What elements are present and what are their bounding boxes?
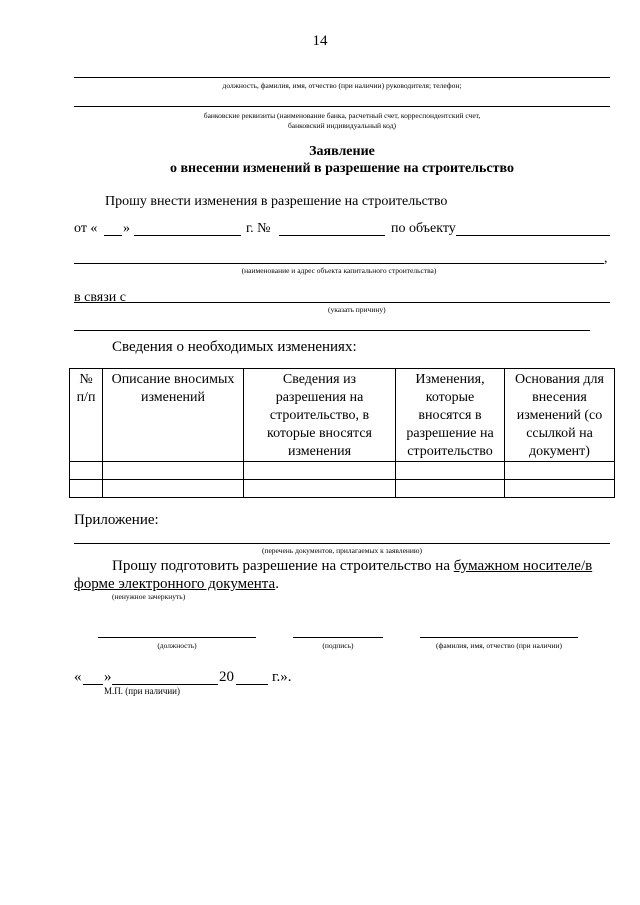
table-cell[interactable]: [244, 480, 396, 498]
table-cell[interactable]: [70, 462, 103, 480]
document-title: Заявление: [309, 144, 375, 159]
table-header-row: [70, 369, 615, 462]
table-header-grounds: Основания для внесения изменений (со ссылкой на документ): [505, 369, 615, 462]
table-cell[interactable]: [244, 462, 396, 480]
table-header-number: № п/п: [70, 369, 103, 462]
sign-date-day-line[interactable]: [83, 684, 103, 685]
signature-caption: (подпись): [322, 641, 354, 650]
position-sign-line[interactable]: [98, 637, 256, 638]
date-open-quote: «: [74, 669, 82, 685]
reason-label: в связи с: [74, 290, 126, 305]
table-cell[interactable]: [396, 480, 505, 498]
attachment-label: Приложение:: [74, 512, 159, 528]
signature-line[interactable]: [293, 637, 383, 638]
table-header-permit-info: Сведения из разрешения на строительство, в которые вносятся изменения: [244, 369, 396, 462]
object-trailing-comma: ,: [604, 251, 608, 266]
prepare-text-prefix: Прошу подготовить разрешение на строительство на: [112, 558, 454, 574]
reason-line-2[interactable]: [74, 330, 590, 331]
page-number: 14: [312, 33, 328, 49]
date-close-quote: »: [104, 669, 112, 685]
bank-details-caption-2: банковский индивидуальный код): [287, 121, 397, 130]
prepare-text-line-2: [74, 575, 279, 593]
strike-caption: (ненужное зачеркнуть): [112, 592, 186, 601]
prepare-option-paper[interactable]: бумажном носителе/в: [453, 558, 593, 574]
object-caption: (наименование и адрес объекта капитального строительства): [241, 266, 437, 275]
date-month-line[interactable]: [134, 235, 241, 236]
from-label: от «: [74, 221, 98, 236]
position-caption: (должность): [157, 641, 197, 650]
sign-date-year-line[interactable]: [236, 684, 268, 685]
table-cell[interactable]: [505, 480, 615, 498]
table-header-description: Описание вносимых изменений: [103, 369, 244, 462]
prepare-text: [112, 557, 592, 575]
bank-details-caption-1: банковские реквизиты (наименование банка, расчетный счет, корреспондентский счет,: [203, 111, 481, 120]
bank-details-line: [74, 106, 610, 107]
permit-number-line[interactable]: [279, 235, 385, 236]
table-row: [70, 480, 615, 498]
table-row: [70, 462, 615, 480]
request-text: Прошу внести изменения в разрешение на строительство: [105, 194, 448, 209]
reason-line[interactable]: [74, 302, 610, 303]
table-cell[interactable]: [103, 462, 244, 480]
reason-caption: (указать причину): [328, 305, 386, 314]
attachment-line[interactable]: [74, 543, 610, 544]
full-name-line[interactable]: [420, 637, 578, 638]
table-cell[interactable]: [103, 480, 244, 498]
date-year-suffix: г.».: [272, 669, 292, 685]
object-name-line[interactable]: [74, 263, 604, 264]
prepare-period: .: [275, 576, 279, 592]
sign-date-month-line[interactable]: [112, 684, 218, 685]
applicant-position-caption: должность, фамилия, имя, отчество (при наличии) руководителя; телефон;: [222, 81, 462, 90]
date-day-line[interactable]: [104, 235, 122, 236]
attachment-caption: (перечень документов, прилагаемых к заявлению): [261, 546, 423, 555]
table-header-changes: Изменения, которые вносятся в разрешение на строительство: [396, 369, 505, 462]
document-subtitle: о внесении изменений в разрешение на строительство: [170, 161, 514, 176]
full-name-caption: (фамилия, имя, отчество (при наличии): [436, 641, 562, 650]
object-line[interactable]: [456, 235, 610, 236]
prepare-option-electronic[interactable]: форме электронного документа: [74, 576, 276, 592]
applicant-position-line: [74, 77, 610, 78]
from-quote-close: »: [123, 221, 130, 236]
object-label: по объекту: [391, 221, 456, 236]
changes-table: [69, 368, 615, 498]
table-cell[interactable]: [70, 480, 103, 498]
changes-heading: Сведения о необходимых изменениях:: [112, 339, 357, 355]
stamp-caption: М.П. (при наличии): [104, 686, 180, 696]
date-century: 20: [219, 669, 234, 685]
table-cell[interactable]: [505, 462, 615, 480]
table-cell[interactable]: [396, 462, 505, 480]
year-number-label: г. №: [246, 221, 271, 236]
